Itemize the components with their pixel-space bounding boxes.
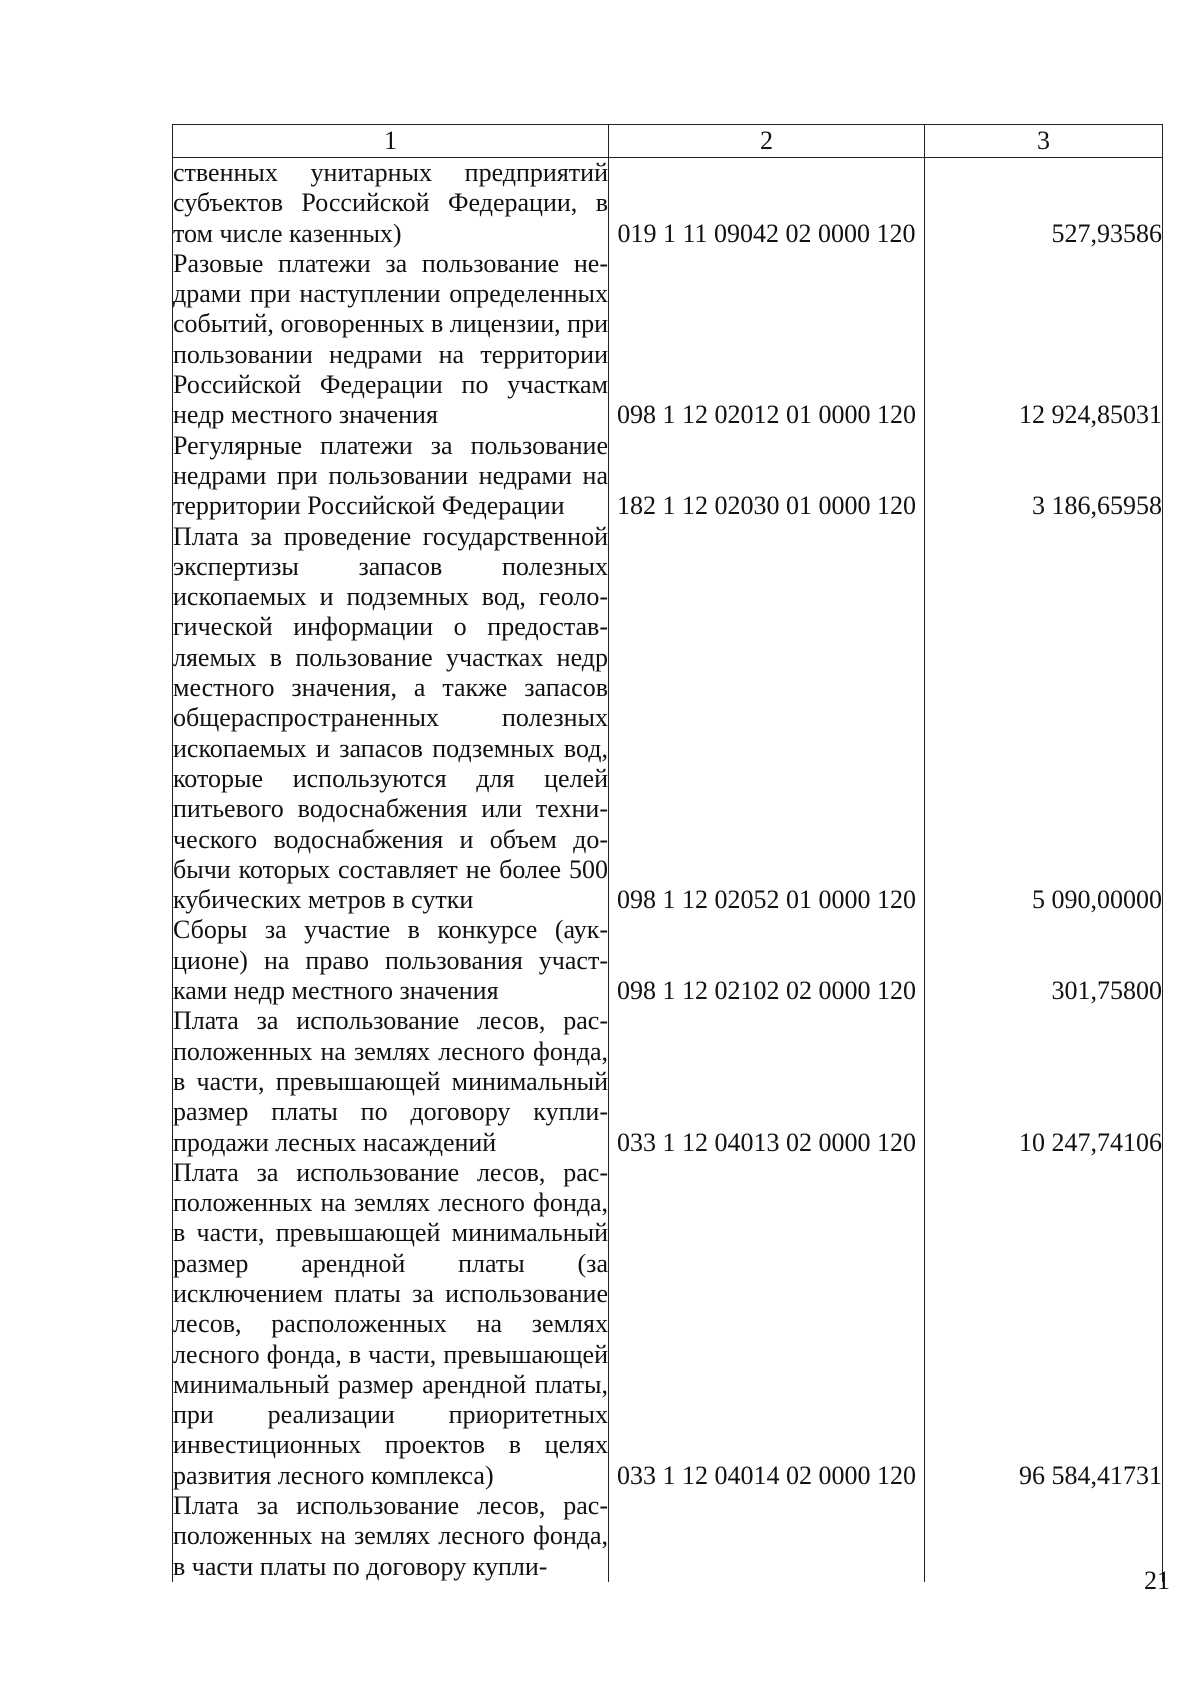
column-header-2: 2 [609,125,925,158]
table-row [173,1006,1163,1157]
budget-classification-code: 033 1 12 04014 02 0000 120 [609,1158,925,1491]
revenue-amount [925,1491,1163,1582]
revenue-description: Плата за использование лесов, расположенных на землях лесного фонда, в части, превышающей минимальный размер арендной платы (за исключением платы за использование лесов, расположенных на землях лесного фонда, в части, превышающей минимальный размер арендной платы, при реализации приоритетных инвестиционных проектов в целях развития лесного комплекса) [173,1157,608,1490]
revenue-amount: 3 186,65958 [925,431,1163,522]
revenue-description: Плата за проведение государственной экспертизы запасов полезных ископаемых и подземных вод, геологической информации о предоставляемых в пользование участках недр местного значения, а также запасов общераспространенных полезных ископаемых и запасов подземных вод, которые используются для целей питьевого водоснабжения или технического водоснабжения и объем добычи которых составляет не более 500 кубических метров в сутки [173,521,608,915]
revenue-description: Сборы за участие в конкурсе (аукционе) на право пользования участками недр местного значения [173,915,608,1006]
revenue-amount: 12 924,85031 [925,249,1163,431]
budget-classification-code: 182 1 12 02030 01 0000 120 [609,431,925,522]
revenue-amount: 527,93586 [925,158,1163,249]
revenue-description: Плата за использование лесов, расположенных на землях лесного фонда, в части платы по договору купли- [173,1491,608,1581]
table-row [173,249,1163,431]
revenue-description: ственных унитарных предприятий субъектов Российской Федерации, в том числе казенных) [173,158,608,248]
table-header-row [173,125,1163,158]
table-row [173,158,1163,249]
revenue-description: Плата за использование лесов, расположенных на землях лесного фонда, в части, превышающей минимальный размер платы по договору купли-продажи лесных насаждений [173,1006,608,1157]
budget-classification-code: 098 1 12 02012 01 0000 120 [609,249,925,431]
budget-classification-code: 098 1 12 02102 02 0000 120 [609,915,925,1006]
table-row [173,431,1163,522]
budget-revenue-table [172,124,1163,1582]
table-row [173,1158,1163,1491]
revenue-description: Регулярные платежи за пользование недрами при пользовании недрами на территории Российской Федерации [173,430,608,521]
table-row [173,915,1163,1006]
column-header-1: 1 [173,125,609,158]
revenue-amount: 10 247,74106 [925,1006,1163,1157]
revenue-description: Разовые платежи за пользование недрами при наступлении определенных событий, оговоренных в лицензии, при пользовании недрами на территории Российской Федерации по участкам недр местного значения [173,248,608,430]
page-number: 21 [1144,1566,1170,1595]
revenue-amount: 301,75800 [925,915,1163,1006]
revenue-amount: 5 090,00000 [925,522,1163,916]
budget-classification-code [609,1491,925,1582]
table-row [173,522,1163,916]
budget-classification-code: 019 1 11 09042 02 0000 120 [609,158,925,249]
revenue-amount: 96 584,41731 [925,1158,1163,1491]
budget-classification-code: 098 1 12 02052 01 0000 120 [609,522,925,916]
column-header-3: 3 [925,125,1163,158]
table-row [173,1491,1163,1582]
budget-classification-code: 033 1 12 04013 02 0000 120 [609,1006,925,1157]
